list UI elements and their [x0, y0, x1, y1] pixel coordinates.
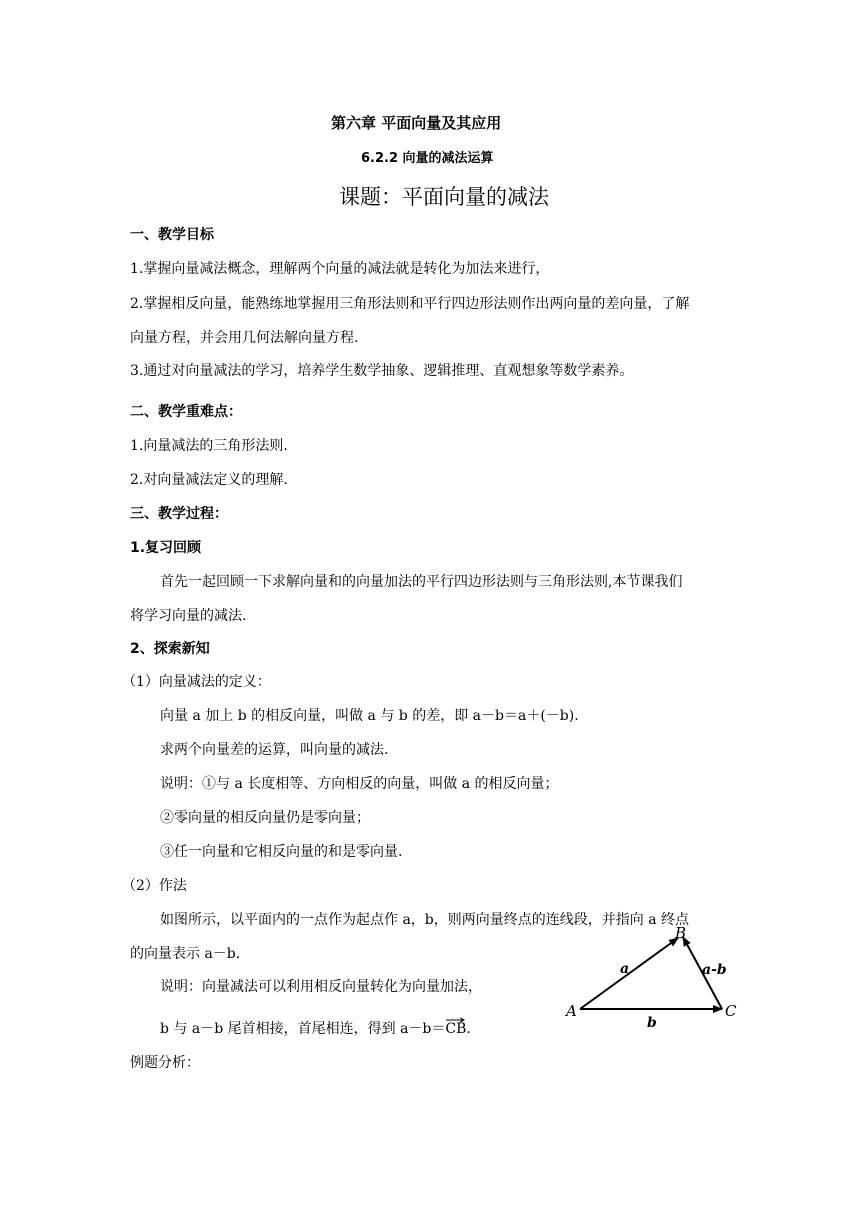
- note-item: 说明：①与 a 长度相等、方向相反的向量，叫做 a 的相反向量；: [160, 776, 559, 792]
- note-item: ③任一向量和它相反向量的和是零向量.: [160, 844, 403, 860]
- explore-heading: 2、探索新知: [130, 641, 210, 657]
- method-result: [160, 1018, 471, 1038]
- method-heading: （2）作法: [122, 878, 187, 894]
- point-c-label: C: [725, 1002, 737, 1020]
- definition-text: 向量 a 加上 b 的相反向量，叫做 a 与 b 的差，即 a－b＝a＋(－b).: [160, 708, 579, 724]
- key-points-heading: 二、教学重难点：: [130, 404, 242, 420]
- objective-item: 1.掌握向量减法概念，理解两个向量的减法就是转化为加法来进行，: [130, 261, 550, 277]
- process-heading: 三、教学过程：: [130, 506, 228, 522]
- key-point-item: 2.对向量减法定义的理解.: [130, 472, 288, 488]
- examples-heading: 例题分析：: [130, 1055, 200, 1071]
- review-text: 将学习向量的减法.: [130, 608, 247, 624]
- review-text: 首先一起回顾一下求解向量和的向量加法的平行四边形法则与三角形法则,本节课我们: [160, 574, 683, 590]
- vector-cb-label: CB: [445, 1021, 467, 1037]
- key-point-item: 1.向量减法的三角形法则.: [130, 438, 288, 454]
- label-a: a: [620, 961, 630, 977]
- method-text: 如图所示，以平面内的一点作为起点作 a，b，则两向量终点的连线段，并指向 a 终点: [160, 912, 690, 928]
- review-heading: 1.复习回顾: [130, 540, 202, 556]
- vector-subtraction-figure: [560, 920, 750, 1030]
- chapter-title: 第六章 平面向量及其应用: [331, 114, 502, 132]
- point-a-label: A: [566, 1002, 577, 1020]
- definition-text: 求两个向量差的运算，叫向量的减法.: [160, 742, 389, 758]
- objective-item: 向量方程，并会用几何法解向量方程.: [130, 330, 359, 346]
- label-a-minus-b: a-b: [702, 962, 727, 978]
- vector-cb: [445, 1021, 466, 1037]
- topic-title: 课题：平面向量的减法: [339, 185, 549, 209]
- label-b: b: [647, 1015, 657, 1030]
- method-note: 说明：向量减法可以利用相反向量转化为向量加法，: [160, 979, 482, 995]
- objective-item: 3.通过对向量减法的学习，培养学生数学抽象、逻辑推理、直观想象等数学素养。: [130, 363, 634, 379]
- objectives-heading: 一、教学目标: [130, 227, 214, 243]
- method-result-prefix: b 与 a－b 尾首相接，首尾相连，得到 a－b＝: [160, 1021, 446, 1037]
- objective-item: 2.掌握相反向量，能熟练地掌握用三角形法则和平行四边形法则作出两向量的差向量，了解: [130, 296, 690, 312]
- method-text: 的向量表示 a－b.: [130, 946, 241, 962]
- point-b-label: B: [675, 924, 687, 942]
- vector-arrow-icon: [446, 1017, 465, 1023]
- section-title: 6.2.2 向量的减法运算: [361, 151, 494, 166]
- definition-heading: （1）向量减法的定义：: [122, 674, 271, 690]
- method-result-suffix: .: [466, 1021, 471, 1037]
- note-item: ②零向量的相反向量仍是零向量；: [160, 810, 370, 826]
